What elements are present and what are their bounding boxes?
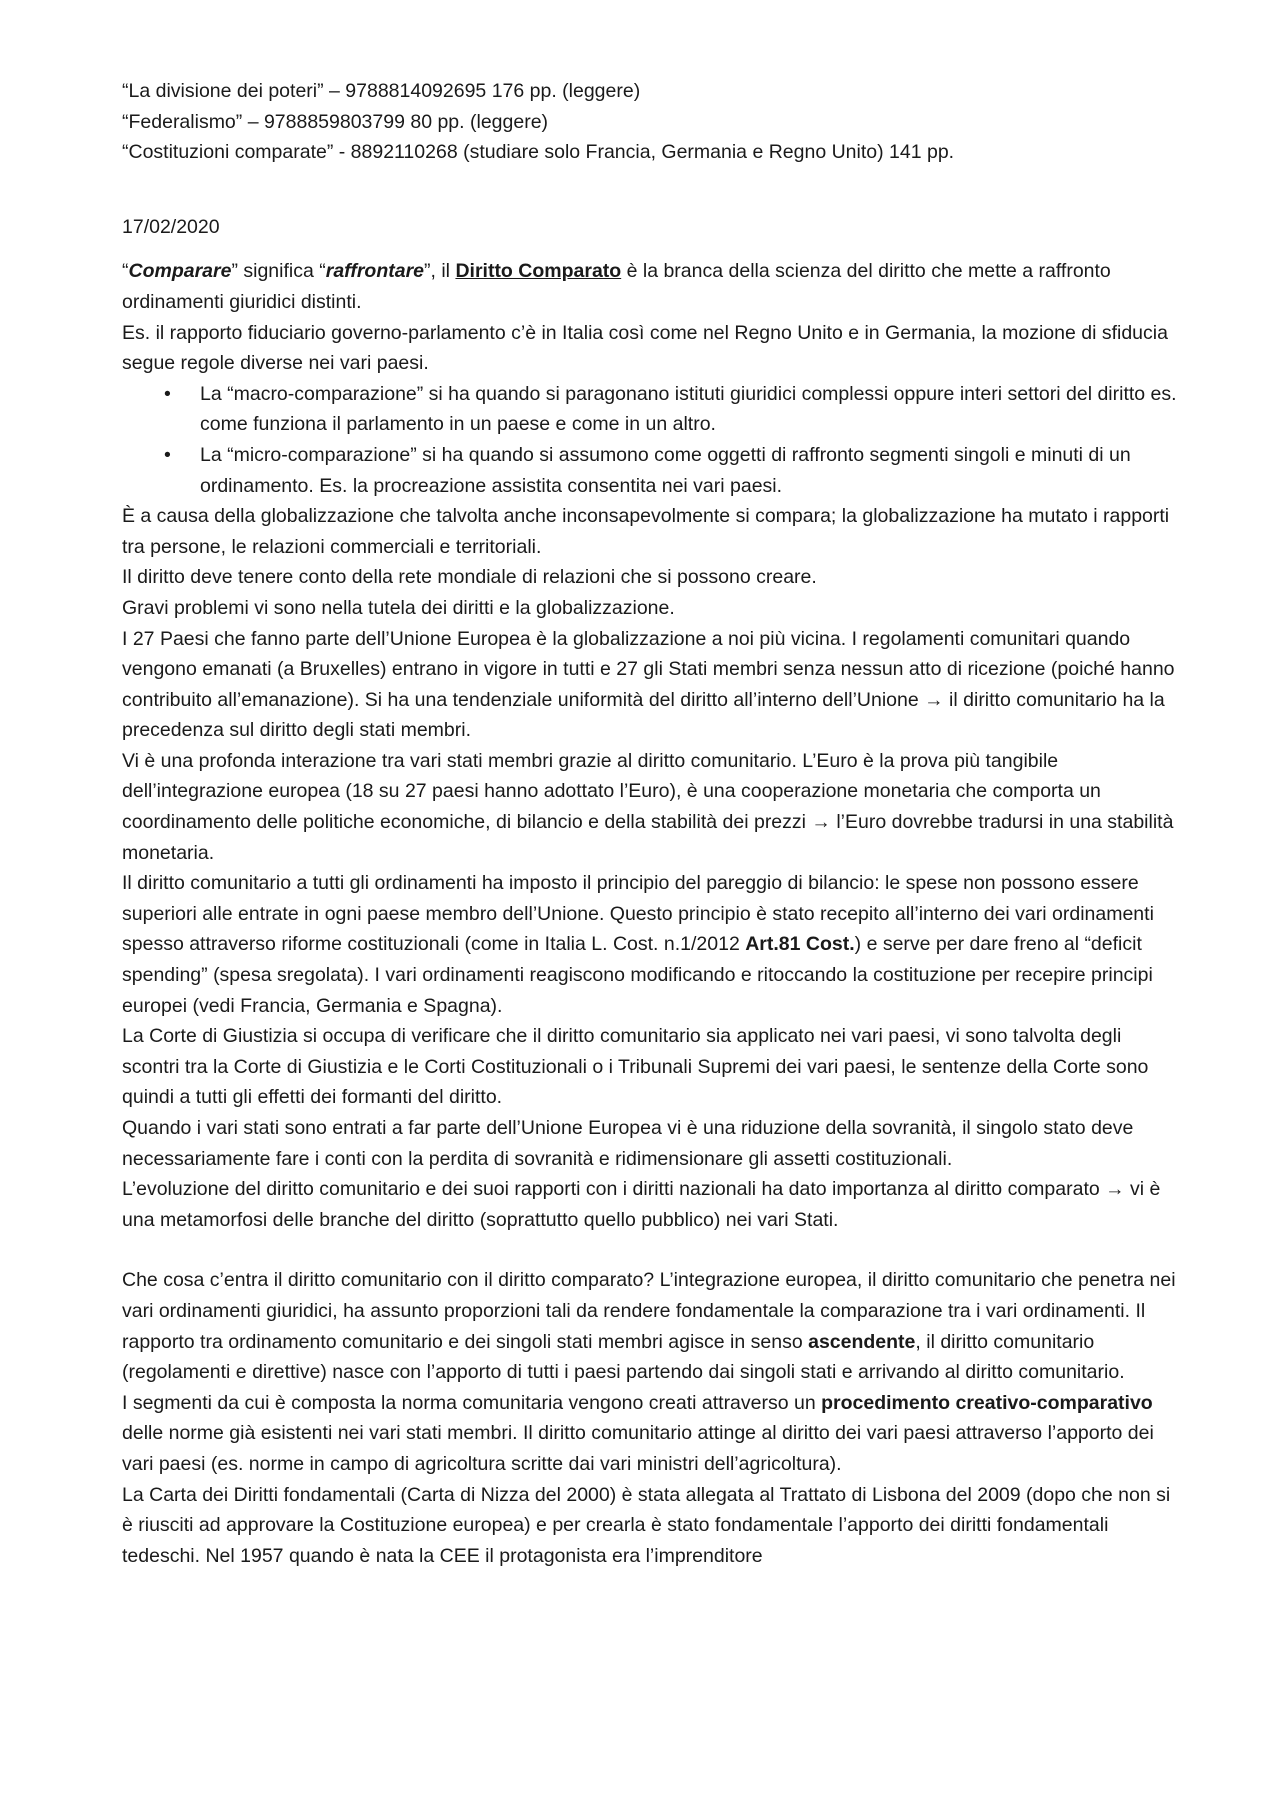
list-item: • La “macro-comparazione” si ha quando si paragonano istituti giuridici complessi oppure interi settori del diritto es. come funziona il parlamento in un paese e come in un altro. [122, 379, 1182, 440]
paragraph: Quando i vari stati sono entrati a far parte dell’Unione Europea vi è una riduzione della sovranità, il singolo stato deve necessariamente fare i conti con la perdita di sovranità e ridimensionare gli assetti costituzionali. [122, 1117, 1134, 1170]
reference-line: “Costituzioni comparate” - 8892110268 (studiare solo Francia, Germania e Regno Unito) 141 pp. [122, 141, 955, 164]
intro-paragraph: “Comparare” significa “raffrontare”, il Diritto Comparato è la branca della scienza del diritto che mette a raffronto ordinamenti giuridici distinti. [122, 260, 1111, 313]
bold-term: procedimento creativo-comparativo [821, 1391, 1153, 1414]
comparison-list [122, 379, 1182, 501]
paragraph: È a causa della globalizzazione che talvolta anche inconsapevolmente si compara; la globalizzazione ha mutato i rapporti tra persone, le relazioni commerciali e territoriali. [122, 505, 1170, 558]
paragraph: Il diritto deve tenere conto della rete mondiale di relazioni che si possono creare. [122, 566, 817, 589]
paragraph: La Carta dei Diritti fondamentali (Carta di Nizza del 2000) è stata allegata al Trattato di Lisbona del 2009 (dopo che non si è riusciti ad approvare la Costituzione europea) e per crearla è stato fondamentale l’apporto dei diritti fondamentali tedeschi. Nel 1957 quando è nata la CEE il protagonista era l’imprenditore [122, 1483, 1171, 1567]
term-raffrontare: raffrontare [325, 260, 425, 283]
paragraph: Il diritto comunitario a tutti gli ordinamenti ha imposto il principio del pareggio di bilancio: le spese non possono essere superiori alle entrate in ogni paese membro dell’Unione. Questo principio è stato recepito all’interno dei vari ordinamenti spesso attraverso riforme costituzionali (come in Italia L. Cost. n.1/2012 Art.81 Cost.) e serve per dare freno al “deficit spending” (spesa sregolata). I vari ordinamenti reagiscono modificando e ritoccando la costituzione per recepire principi europei (vedi Francia, Germania e Spagna). [122, 872, 1154, 1017]
list-item: • La “micro-comparazione” si ha quando si assumono come oggetti di raffronto segmenti singoli e minuti di un ordinamento. Es. la procreazione assistita consentita nei vari paesi. [122, 440, 1182, 501]
paragraph: I 27 Paesi che fanno parte dell’Unione Europea è la globalizzazione a noi più vicina. I regolamenti comunitari quando vengono emanati (a Bruxelles) entrano in vigore in tutti e 27 gli Stati membri senza nessun atto di ricezione (poiché hanno contribuito all’emanazione). Si ha una tendenziale uniformità del diritto all’interno dell’Unione → il diritto comunitario ha la precedenza sul diritto degli stati membri. [122, 627, 1175, 742]
term-comparare: Comparare [128, 260, 232, 283]
document-page [122, 76, 1182, 1571]
paragraph: I segmenti da cui è composta la norma comunitaria vengono creati attraverso un procedimento creativo-comparativo delle norme già esistenti nei vari stati membri. Il diritto comunitario attinge al diritto dei vari paesi attraverso l’apporto dei vari paesi (es. norme in campo di agricoltura scritte dai vari ministri dell’agricoltura). [122, 1391, 1154, 1475]
bullet-icon: • [164, 382, 171, 405]
reference-line: “La divisione dei poteri” – 9788814092695 176 pp. (leggere) [122, 80, 641, 102]
paragraph: Gravi problemi vi sono nella tutela dei diritti e la globalizzazione. [122, 596, 675, 619]
paragraph: Che cosa c’entra il diritto comunitario con il diritto comparato? L’integrazione europea, il diritto comunitario che penetra nei vari ordinamenti giuridici, ha assunto proporzioni tali da rendere fondamentale la comparazione tra i vari ordinamenti. Il rapporto tra ordinamento comunitario e dei singoli stati membri agisce in senso ascendente, il diritto comunitario (regolamenti e direttive) nasce con l’apporto di tutti i paesi partendo dai singoli stati e arrivando al diritto comunitario. [122, 1269, 1176, 1384]
paragraph: La Corte di Giustizia si occupa di verificare che il diritto comunitario sia applicato nei vari paesi, vi sono talvolta degli scontri tra la Corte di Giustizia e le Corti Costituzionali o i Tribunali Supremi dei vari paesi, le sentenze della Corte sono quindi a tutti gli effetti dei formanti del diritto. [122, 1025, 1149, 1109]
bold-term: ascendente [808, 1330, 916, 1353]
example-paragraph: Es. il rapporto fiduciario governo-parlamento c’è in Italia così come nel Regno Unito e in Germania, la mozione di sfiducia segue regole diverse nei vari paesi. [122, 321, 1168, 375]
paragraph: Vi è una profonda interazione tra vari stati membri grazie al diritto comunitario. L’Euro è la prova più tangibile dell’integrazione europea (18 su 27 paesi hanno adottato l’Euro), è una cooperazione monetaria che comporta un coordinamento delle politiche economiche, di bilancio e della stabilità dei prezzi → l’Euro dovrebbe tradursi in una stabilità monetaria. [122, 749, 1174, 864]
bullet-icon: • [164, 443, 171, 466]
reference-line: “Federalismo” – 9788859803799 80 pp. (leggere) [122, 110, 549, 133]
paragraph: L’evoluzione del diritto comunitario e dei suoi rapporti con i diritti nazionali ha dato importanza al diritto comparato → vi è una metamorfosi delle branche del diritto (soprattutto quello pubblico) nei vari Stati. [122, 1178, 1161, 1231]
lecture-date: 17/02/2020 [122, 215, 220, 238]
bold-term: Art.81 Cost. [745, 933, 855, 956]
term-diritto-comparato: Diritto Comparato [455, 260, 622, 283]
